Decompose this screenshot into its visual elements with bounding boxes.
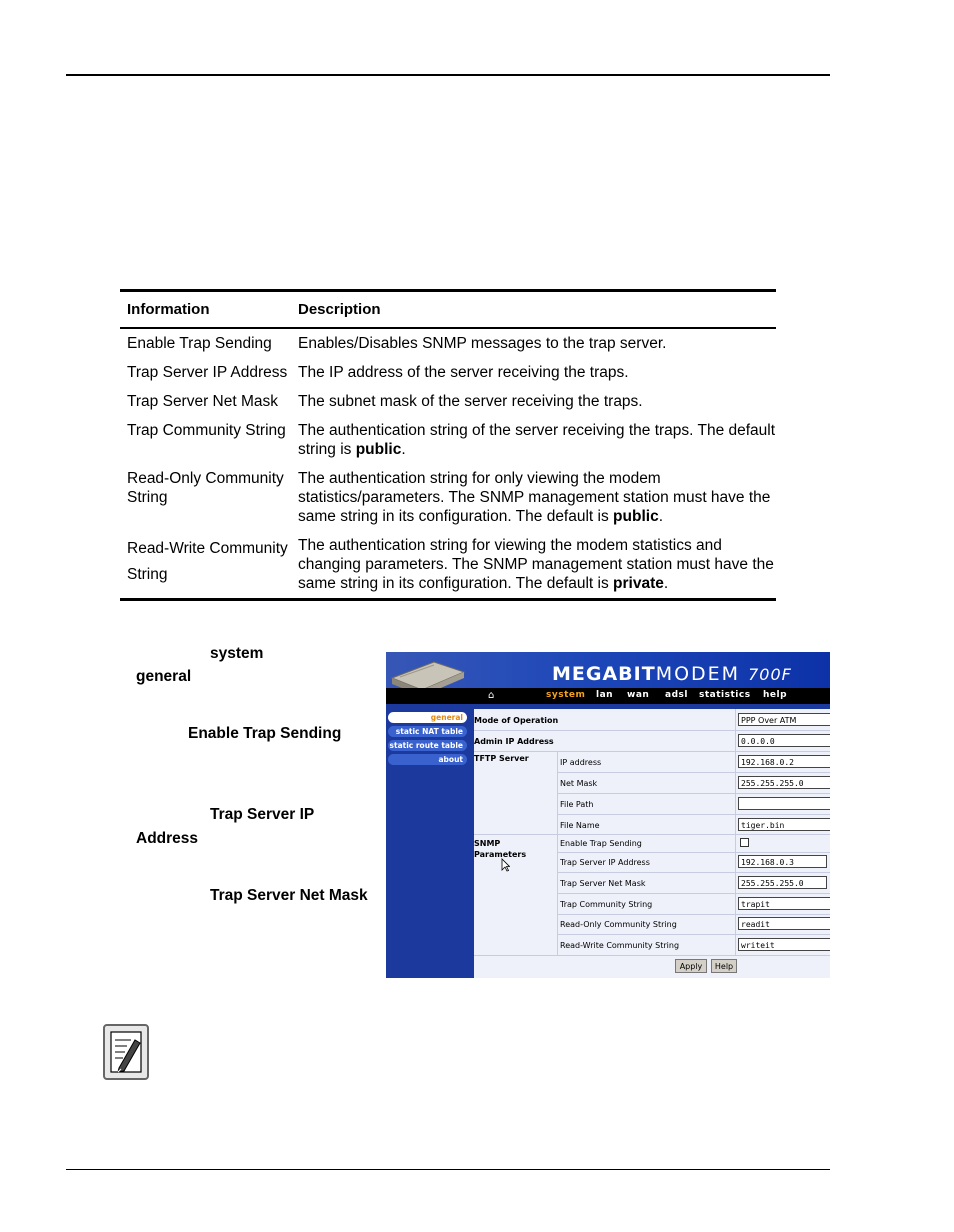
mode-select[interactable]: PPP Over ATM (738, 713, 830, 726)
label-enable-trap-sending: Enable Trap Sending (188, 725, 342, 742)
read-write-community-input[interactable]: writeit (738, 938, 830, 951)
read-only-community-input[interactable]: readit (738, 917, 830, 930)
row-description: The subnet mask of the server receiving the traps. (298, 393, 643, 410)
file-name-input[interactable]: tiger.bin (738, 818, 830, 831)
header-rule (66, 74, 830, 76)
row-description: The authentication string for only viewing the modem statistics/parameters. The SNMP management station must have the same string in its configuration. The default is public. (298, 470, 771, 525)
table-row (120, 469, 776, 536)
nav-adsl[interactable]: adsl (665, 690, 688, 700)
label-trap-server-net-mask: Trap Server Net Mask (210, 887, 368, 904)
label-system: system (210, 645, 264, 662)
row-info: Trap Community String (127, 422, 286, 439)
row-info: Read-Only Community String (127, 470, 284, 506)
header-information: Information (127, 301, 210, 318)
snmp-label: SNMP Parameters (474, 839, 527, 859)
trap-ip-label: Trap Server IP Address (560, 858, 650, 867)
header-description: Description (298, 301, 381, 318)
table-row (120, 334, 776, 363)
admin-ip-label: Admin IP Address (474, 737, 554, 746)
sidebar-item-static-nat-table[interactable]: static NAT table (388, 726, 467, 737)
row-info: Enable Trap Sending (127, 335, 272, 352)
read-write-community-label: Read-Write Community String (560, 941, 680, 950)
enable-trap-checkbox[interactable] (740, 838, 749, 847)
mouse-cursor-icon (501, 858, 510, 872)
home-icon[interactable]: ⌂ (488, 690, 495, 701)
help-button[interactable]: Help (711, 959, 737, 973)
settings-form (474, 709, 830, 978)
sidebar-item-general[interactable]: general (388, 712, 467, 723)
sidebar-item-static-route-table[interactable]: static route table (388, 740, 467, 751)
table-row (120, 536, 776, 598)
nav-help[interactable]: help (763, 690, 788, 700)
tftp-ip-label: IP address (560, 758, 602, 767)
row-info: Read-Write Community String (127, 540, 288, 583)
apply-button[interactable]: Apply (675, 959, 707, 973)
label-general: general (136, 668, 192, 685)
tftp-ip-input[interactable]: 192.168.0.2 (738, 755, 830, 768)
label-address: Address (136, 830, 199, 847)
trap-mask-input[interactable]: 255.255.255.0 (738, 876, 827, 889)
trap-community-label: Trap Community String (560, 900, 653, 909)
tftp-net-mask-input[interactable]: 255.255.255.0 (738, 776, 830, 789)
nav-system[interactable]: system (546, 690, 586, 700)
tftp-net-mask-label: Net Mask (560, 779, 598, 788)
note-icon (103, 1024, 149, 1080)
row-info: Trap Server Net Mask (127, 393, 279, 410)
info-table (120, 289, 776, 601)
read-only-community-label: Read-Only Community String (560, 920, 677, 929)
footer-rule (66, 1169, 830, 1170)
file-name-label: File Name (560, 821, 600, 830)
row-info: Trap Server IP Address (127, 364, 288, 381)
brand-banner (386, 652, 830, 688)
brand-logo: MEGABITMODEM 700F (552, 663, 792, 685)
trap-mask-label: Trap Server Net Mask (560, 879, 646, 888)
modem-screenshot (386, 652, 830, 978)
nav-wan[interactable]: wan (627, 690, 650, 700)
sidebar-item-about[interactable]: about (388, 754, 467, 765)
row-description: The authentication string for viewing the modem statistics and changing parameters. The SNMP management station must have the same string in its configuration. The default is private. (298, 537, 774, 592)
label-trap-server-ip: Trap Server IP (210, 806, 315, 823)
file-path-input[interactable] (738, 797, 830, 810)
table-row (120, 421, 776, 469)
trap-ip-input[interactable]: 192.168.0.3 (738, 855, 827, 868)
tftp-server-label: TFTP Server (474, 754, 529, 763)
sidebar (386, 704, 469, 978)
file-path-label: File Path (560, 800, 594, 809)
row-description: The IP address of the server receiving the traps. (298, 364, 629, 381)
nav-lan[interactable]: lan (596, 690, 614, 700)
trap-community-input[interactable]: trapit (738, 897, 830, 910)
row-description: Enables/Disables SNMP messages to the trap server. (298, 335, 667, 352)
table-header (120, 292, 776, 329)
enable-trap-label: Enable Trap Sending (560, 839, 642, 848)
row-description: The authentication string of the server receiving the traps. The default string is public. (298, 422, 776, 458)
nav-statistics[interactable]: statistics (699, 690, 751, 700)
table-row (120, 363, 776, 392)
top-nav (386, 688, 830, 704)
admin-ip-input[interactable]: 0.0.0.0 (738, 734, 830, 747)
mode-label: Mode of Operation (474, 716, 559, 725)
table-row (120, 392, 776, 421)
